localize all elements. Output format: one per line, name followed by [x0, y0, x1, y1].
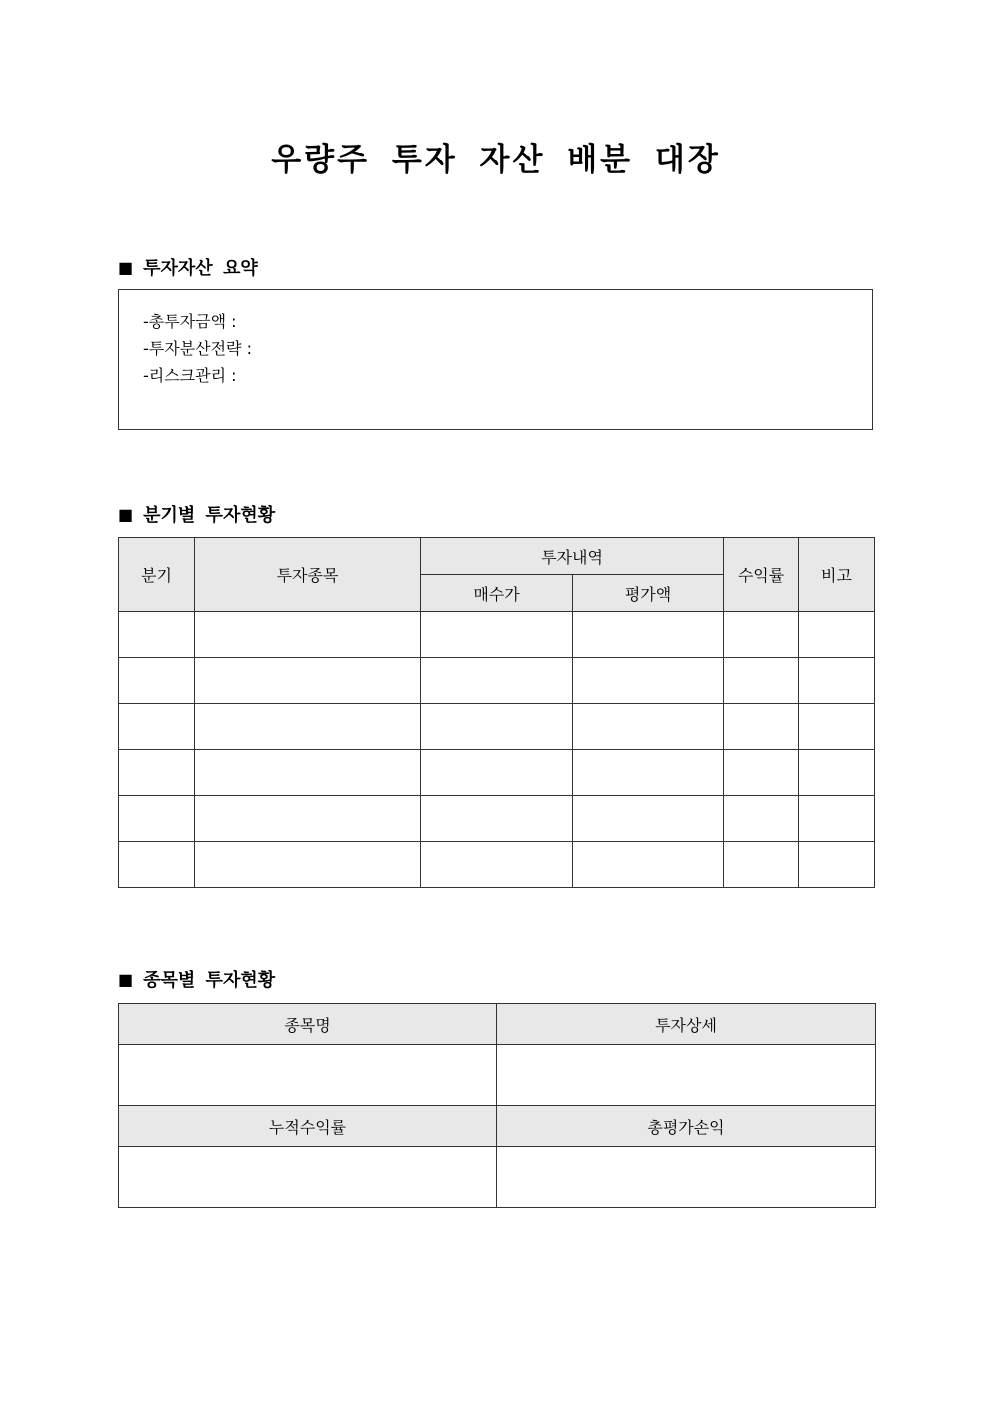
cell-purchase-price[interactable]: [421, 658, 573, 704]
cell-stock[interactable]: [195, 658, 421, 704]
label-stock-name: 종목명: [119, 1004, 497, 1045]
cell-purchase-price[interactable]: [421, 612, 573, 658]
items-heading-label: 종목별 투자현황: [143, 970, 276, 991]
cell-valuation[interactable]: [573, 658, 724, 704]
cell-return-rate[interactable]: [724, 704, 799, 750]
cell-return-rate[interactable]: [724, 658, 799, 704]
cell-quarter[interactable]: [119, 796, 195, 842]
col-header-return-rate: 수익률: [724, 538, 799, 612]
quarterly-heading-label: 분기별 투자현황: [143, 505, 276, 526]
cell-note[interactable]: [799, 750, 875, 796]
col-header-purchase-price: 매수가: [421, 575, 573, 612]
cell-stock[interactable]: [195, 704, 421, 750]
items-table: [118, 1003, 876, 1208]
cell-quarter[interactable]: [119, 750, 195, 796]
cell-note[interactable]: [799, 704, 875, 750]
col-header-quarter: 분기: [119, 538, 195, 612]
col-header-valuation: 평가액: [573, 575, 724, 612]
table-row: [119, 704, 875, 750]
quarterly-heading: [118, 501, 275, 527]
summary-risk-management: -리스크관리 :: [143, 366, 237, 385]
table-row: [119, 1147, 876, 1208]
cell-stock[interactable]: [195, 842, 421, 888]
table-row: [119, 658, 875, 704]
square-bullet-icon: ■: [118, 257, 134, 277]
square-bullet-icon: ■: [118, 969, 134, 989]
table-row: [119, 1045, 876, 1106]
cell-note[interactable]: [799, 842, 875, 888]
cell-purchase-price[interactable]: [421, 796, 573, 842]
summary-heading-label: 투자자산 요약: [143, 258, 258, 279]
table-header-row: [119, 538, 875, 575]
col-header-stock: 투자종목: [195, 538, 421, 612]
label-investment-detail: 투자상세: [497, 1004, 876, 1045]
square-bullet-icon: ■: [118, 504, 134, 524]
table-header-row: [119, 1106, 876, 1147]
items-heading: [118, 966, 275, 992]
table-row: [119, 796, 875, 842]
summary-heading: [118, 254, 258, 280]
cell-quarter[interactable]: [119, 842, 195, 888]
cell-quarter[interactable]: [119, 704, 195, 750]
cell-quarter[interactable]: [119, 612, 195, 658]
cell-return-rate[interactable]: [724, 750, 799, 796]
cell-stock[interactable]: [195, 796, 421, 842]
summary-diversification: -투자분산전략 :: [143, 339, 252, 358]
label-total-pnl: 총평가손익: [497, 1106, 876, 1147]
cell-cumulative-return[interactable]: [119, 1147, 497, 1208]
quarterly-table: [118, 537, 875, 888]
cell-valuation[interactable]: [573, 704, 724, 750]
table-row: [119, 612, 875, 658]
cell-return-rate[interactable]: [724, 842, 799, 888]
cell-total-pnl[interactable]: [497, 1147, 876, 1208]
page-title: 우량주 투자 자산 배분 대장: [271, 142, 721, 178]
cell-purchase-price[interactable]: [421, 842, 573, 888]
col-header-details: 투자내역: [421, 538, 724, 575]
col-header-note: 비고: [799, 538, 875, 612]
cell-note[interactable]: [799, 612, 875, 658]
cell-valuation[interactable]: [573, 750, 724, 796]
cell-stock[interactable]: [195, 612, 421, 658]
cell-note[interactable]: [799, 658, 875, 704]
cell-stock[interactable]: [195, 750, 421, 796]
table-row: [119, 750, 875, 796]
cell-purchase-price[interactable]: [421, 750, 573, 796]
summary-total-amount: -총투자금액 :: [143, 312, 237, 331]
cell-return-rate[interactable]: [724, 612, 799, 658]
cell-valuation[interactable]: [573, 796, 724, 842]
cell-investment-detail[interactable]: [497, 1045, 876, 1106]
cell-valuation[interactable]: [573, 842, 724, 888]
summary-box[interactable]: [118, 289, 873, 430]
cell-valuation[interactable]: [573, 612, 724, 658]
cell-note[interactable]: [799, 796, 875, 842]
table-row: [119, 842, 875, 888]
cell-quarter[interactable]: [119, 658, 195, 704]
label-cumulative-return: 누적수익률: [119, 1106, 497, 1147]
cell-return-rate[interactable]: [724, 796, 799, 842]
table-header-row: [119, 1004, 876, 1045]
cell-stock-name[interactable]: [119, 1045, 497, 1106]
cell-purchase-price[interactable]: [421, 704, 573, 750]
